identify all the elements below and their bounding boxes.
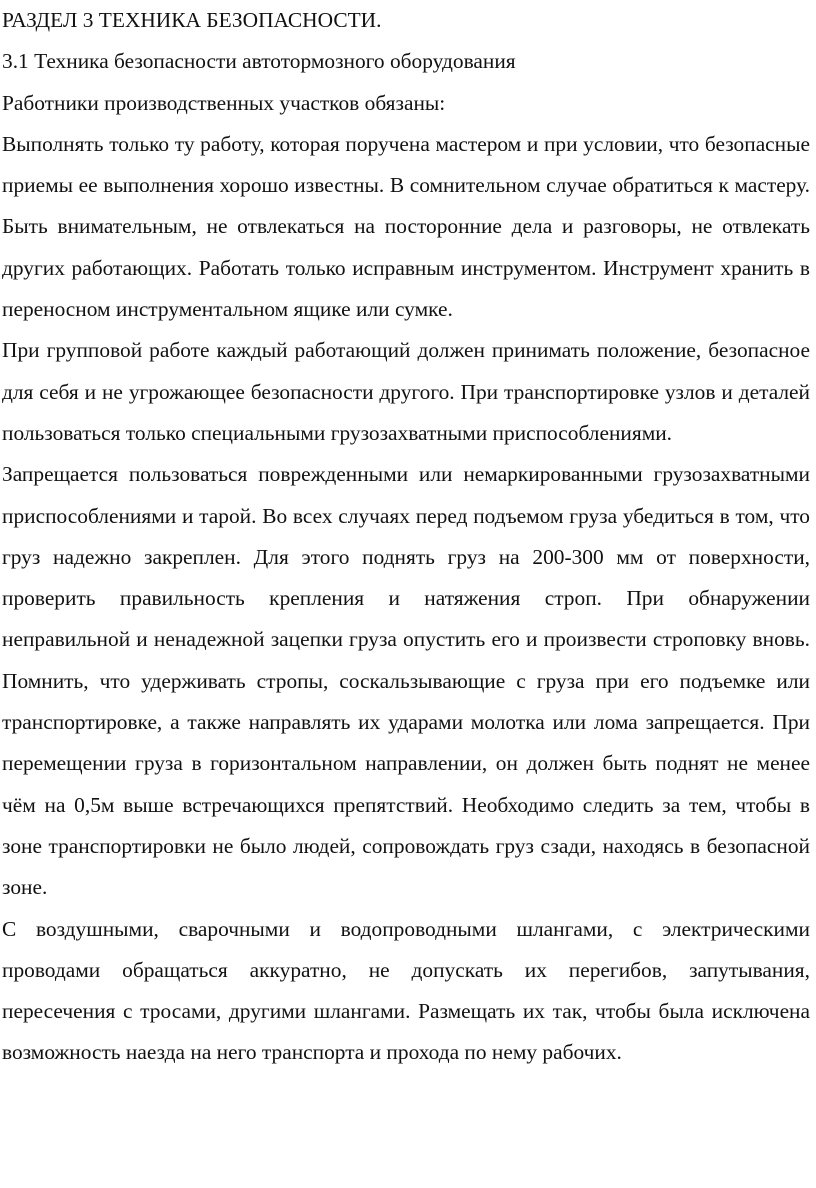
paragraph-group-work: При групповой работе каждый работающий должен принимать положение, безопасное для себя и не угрожающее безопасности другого. При транспортировке узлов и деталей пользоваться только специальными грузозахватными приспособлениями. (2, 338, 810, 445)
intro-line: Работники производственных участков обязаны: (2, 90, 446, 115)
paragraph-work-rules: Выполнять только ту работу, которая поручена мастером и при условии, что безопасные приемы ее выполнения хорошо известны. В сомнительном случае обратиться к мастеру. Быть внимательным, не отвлекаться на посторонние дела и разговоры, не отвлекать других работающих. Работать только исправным инструментом. Инструмент хранить в переносном инструментальном ящике или сумке. (2, 131, 810, 322)
section-title: РАЗДЕЛ 3 ТЕХНИКА БЕЗОПАСНОСТИ. (2, 8, 382, 32)
paragraph-cargo-handling: Запрещается пользоваться поврежденными или немаркированными грузозахватными приспособлениями и тарой. Во всех случаях перед подъемом груза убедиться в том, что груз надежно закреплен. Для этого поднять груз на 200-300 мм от поверхности, проверить правильность крепления и натяжения строп. При обнаружении неправильной и ненадежной зацепки груза опустить его и произвести строповку вновь. Помнить, что удерживать стропы, соскальзывающие с груза при его подъемке или транспортировке, а также направлять их ударами молотка или лома запрещается. При перемещении груза в горизонтальном направлении, он должен быть поднят не менее чём на 0,5м выше встречающихся препятствий. Необходимо следить за тем, чтобы в зоне транспортировки не было людей, сопровождать груз сзади, находясь в безопасной зоне. (2, 462, 810, 900)
subsection-title: 3.1 Техника безопасности автотормозного оборудования (2, 49, 516, 74)
paragraph-hoses-wires: С воздушными, сварочными и водопроводными шлангами, с электрическими проводами обращаться аккуратно, не допускать их перегибов, запутывания, пересечения с тросами, другими шлангами. Размещать их так, чтобы была исключена возможность наезда на него транспорта и прохода по нему рабочих. (2, 916, 810, 1065)
